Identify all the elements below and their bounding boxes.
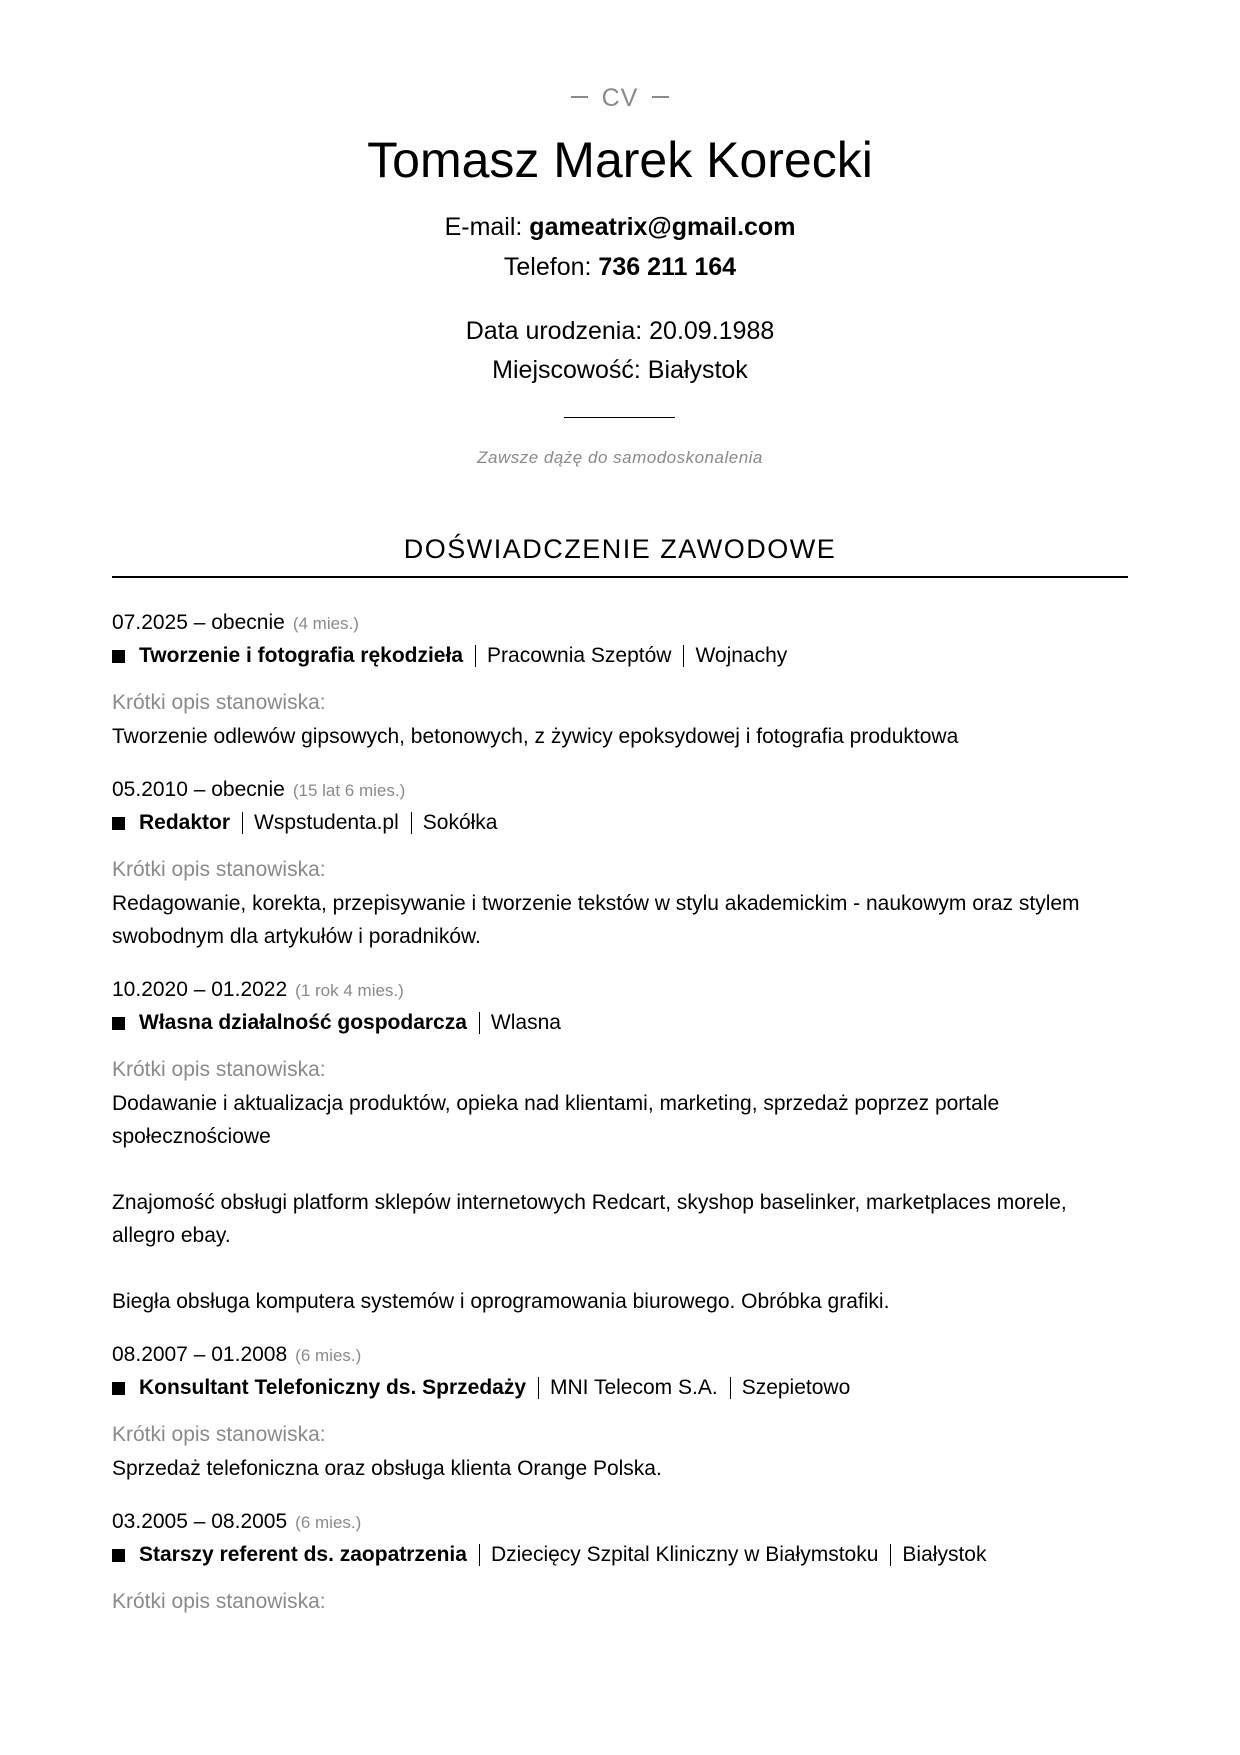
entry-description-paragraph: Dodawanie i aktualizacja produktów, opieka nad klientami, marketing, sprzedaż poprzez portale społecznościowe	[112, 1092, 1000, 1148]
cv-label-dash-right	[652, 96, 669, 98]
separator	[475, 645, 476, 667]
experience-entry	[112, 1505, 1128, 1619]
experience-entry	[112, 973, 1128, 1318]
entry-role: Konsultant Telefoniczny ds. Sprzedaży	[139, 1376, 527, 1399]
entry-company: Pracownia Szeptów	[487, 644, 672, 667]
experience-list	[112, 606, 1128, 1639]
entry-role: Starszy referent ds. zaopatrzenia	[139, 1543, 467, 1566]
entry-period: 07.2025 – obecnie	[112, 611, 285, 634]
separator	[242, 812, 243, 834]
separator	[479, 1012, 480, 1034]
experience-entry	[112, 606, 1128, 753]
entry-description-paragraph: Redagowanie, korekta, przepisywanie i tworzenie tekstów w stylu akademickim - naukowym oraz stylem swobodnym dla artykułów i poradników.	[112, 892, 1080, 948]
section-title-experience: DOŚWIADCZENIE ZAWODOWE	[403, 534, 837, 564]
city: Miejscowość: Białystok	[492, 356, 748, 384]
entry-desc-label: Krótki opis stanowiska:	[112, 1058, 326, 1081]
entry-role: Własna działalność gospodarcza	[139, 1011, 467, 1034]
entry-period-line	[112, 773, 1128, 807]
entry-period-line	[112, 1338, 1128, 1372]
square-bullet-icon	[112, 1382, 125, 1395]
entry-period: 08.2007 – 01.2008	[112, 1343, 288, 1366]
entry-location: Białystok	[902, 1543, 987, 1566]
phone-line	[0, 253, 1240, 282]
entry-period-line	[112, 973, 1128, 1007]
experience-entry	[112, 773, 1128, 953]
entry-description	[112, 1452, 1128, 1485]
entry-description-paragraph: Biegła obsługa komputera systemów i oprogramowania biurowego. Obróbka grafiki.	[112, 1290, 890, 1313]
entry-role-line	[112, 1539, 1128, 1571]
entry-role-line	[112, 1007, 1128, 1039]
entry-period: 05.2010 – obecnie	[112, 778, 285, 801]
entry-period-line	[112, 606, 1128, 640]
entry-location: Wojnachy	[695, 644, 788, 667]
motto: Zawsze dążę do samodoskonalenia	[477, 448, 763, 467]
entry-desc-label: Krótki opis stanowiska:	[112, 1590, 326, 1613]
entry-role-line	[112, 807, 1128, 839]
header-divider	[564, 417, 675, 418]
entry-period-line	[112, 1505, 1128, 1539]
entry-duration: (6 mies.)	[295, 1346, 362, 1365]
entry-period: 03.2005 – 08.2005	[112, 1510, 288, 1533]
square-bullet-icon	[112, 817, 125, 830]
entry-duration: (4 mies.)	[292, 614, 359, 633]
separator	[538, 1377, 539, 1399]
square-bullet-icon	[112, 1017, 125, 1030]
entry-description	[112, 1087, 1128, 1318]
entry-description	[112, 887, 1128, 953]
email-value: gameatrix@gmail.com	[529, 213, 796, 241]
entry-description-paragraph: Sprzedaż telefoniczna oraz obsługa klienta Orange Polska.	[112, 1457, 662, 1480]
separator	[479, 1544, 480, 1566]
entry-description	[112, 720, 1128, 753]
email-line	[0, 213, 1240, 242]
email-label: E-mail:	[444, 213, 530, 241]
entry-period: 10.2020 – 01.2022	[112, 978, 288, 1001]
entry-desc-label: Krótki opis stanowiska:	[112, 1423, 326, 1446]
entry-duration: (15 lat 6 mies.)	[292, 781, 406, 800]
entry-company: Wlasna	[490, 1011, 561, 1034]
entry-company: Dziecięcy Szpital Kliniczny w Białymstoku	[490, 1543, 879, 1566]
entry-role-line	[112, 1372, 1128, 1404]
phone-value: 736 211 164	[598, 253, 737, 281]
entry-desc-label: Krótki opis stanowiska:	[112, 858, 326, 881]
experience-entry	[112, 1338, 1128, 1485]
entry-role: Tworzenie i fotografia rękodzieła	[139, 644, 464, 667]
entry-description-paragraph: Znajomość obsługi platform sklepów internetowych Redcart, skyshop baselinker, marketplaces morele, allegro ebay.	[112, 1191, 1067, 1247]
entry-location: Sokółka	[422, 811, 498, 834]
entry-duration: (1 rok 4 mies.)	[295, 981, 404, 1000]
entry-desc-label: Krótki opis stanowiska:	[112, 691, 326, 714]
separator	[890, 1544, 891, 1566]
separator	[683, 645, 684, 667]
separator	[730, 1377, 731, 1399]
entry-description-paragraph: Tworzenie odlewów gipsowych, betonowych, z żywicy epoksydowej i fotografia produktowa	[112, 725, 959, 748]
square-bullet-icon	[112, 650, 125, 663]
separator	[411, 812, 412, 834]
entry-role: Redaktor	[139, 811, 231, 834]
entry-location: Szepietowo	[741, 1376, 851, 1399]
entry-role-line	[112, 640, 1128, 672]
entry-company: Wspstudenta.pl	[254, 811, 399, 834]
phone-label: Telefon:	[503, 253, 599, 281]
square-bullet-icon	[112, 1549, 125, 1562]
cv-label	[0, 84, 1240, 113]
candidate-name: Tomasz Marek Korecki	[367, 132, 873, 188]
cv-label-text: CV	[601, 84, 639, 112]
entry-company: MNI Telecom S.A.	[550, 1376, 718, 1399]
cv-label-dash-left	[571, 96, 588, 98]
section-divider	[112, 576, 1128, 578]
birth-date: Data urodzenia: 20.09.1988	[465, 317, 775, 345]
entry-duration: (6 mies.)	[295, 1513, 362, 1532]
